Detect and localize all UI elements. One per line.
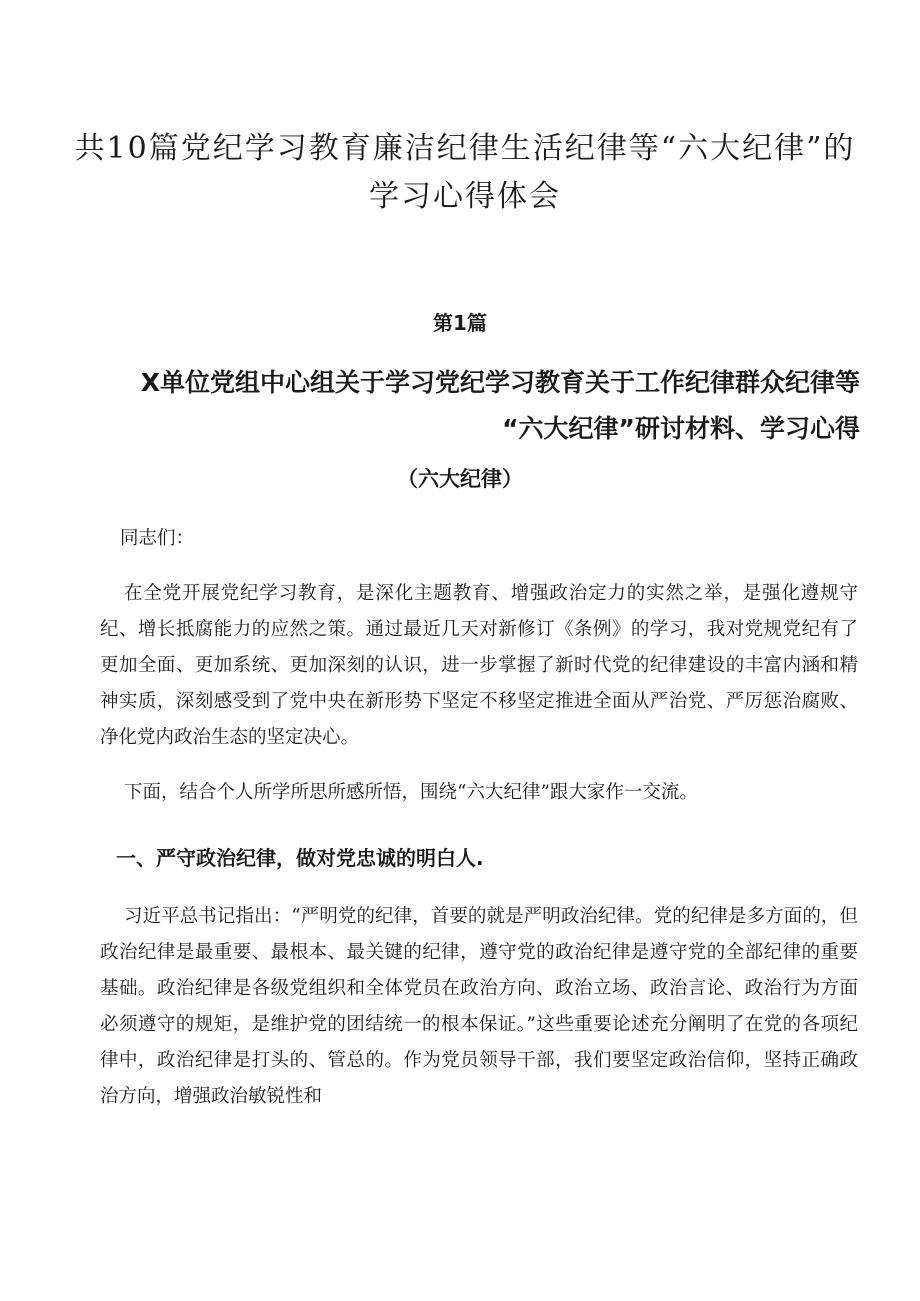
heading-level-1: 一、严守政治纪律，做对党忠诚的明白人.: [116, 846, 484, 870]
section-title: [112, 360, 860, 452]
section-title-line-2: “六大纪律”研讨材料、学习心得: [502, 414, 860, 443]
body-paragraph: 在全党开展党纪学习教育，是深化主题教育、增强政治定力的实然之举，是强化遵规守纪、增长抵腐能力的应然之策。通过最近几天对新修订《条例》的学习，我对党规党纪有了更加全面、更加系统、更加深刻的认识，进一步掌握了新时代党的纪律建设的丰富内涵和精神实质，深刻感受到了党中央在新形势下坚定不移坚定推进全面从严治党、严厉惩治腐败、净化党内政治生态的坚定决心。: [100, 583, 858, 748]
section-number: 第1篇: [433, 311, 487, 335]
section-title-line-1: X单位党组中心组关于学习党纪学习教育关于工作纪律群众纪律等: [140, 368, 860, 397]
salutation: 同志们：: [120, 528, 195, 549]
document-title: 共10篇党纪学习教育廉洁纪律生活纪律等“六大纪律”的学习心得体会: [74, 131, 856, 214]
section-tag: （六大纪律）: [397, 467, 523, 491]
body-paragraph: 下面，结合个人所学所思所感所悟，围绕“六大纪律”跟大家作一交流。: [124, 782, 698, 803]
body-paragraph: 习近平总书记指出：“严明党的纪律，首要的就是严明政治纪律。党的纪律是多方面的，但政治纪律是最重要、最根本、最关键的纪律，遵守党的政治纪律是遵守党的全部纪律的重要基础。政治纪律是各级党组织和全体党员在政治方向、政治立场、政治言论、政治行为方面必须遵守的规矩，是维护党的团结统一的根本保证。”这些重要论述充分阐明了在党的各项纪律中，政治纪律是打头的、管总的。作为党员领导干部，我们要坚定政治信仰，坚持正确政治方向，增强政治敏锐性和: [100, 906, 858, 1107]
